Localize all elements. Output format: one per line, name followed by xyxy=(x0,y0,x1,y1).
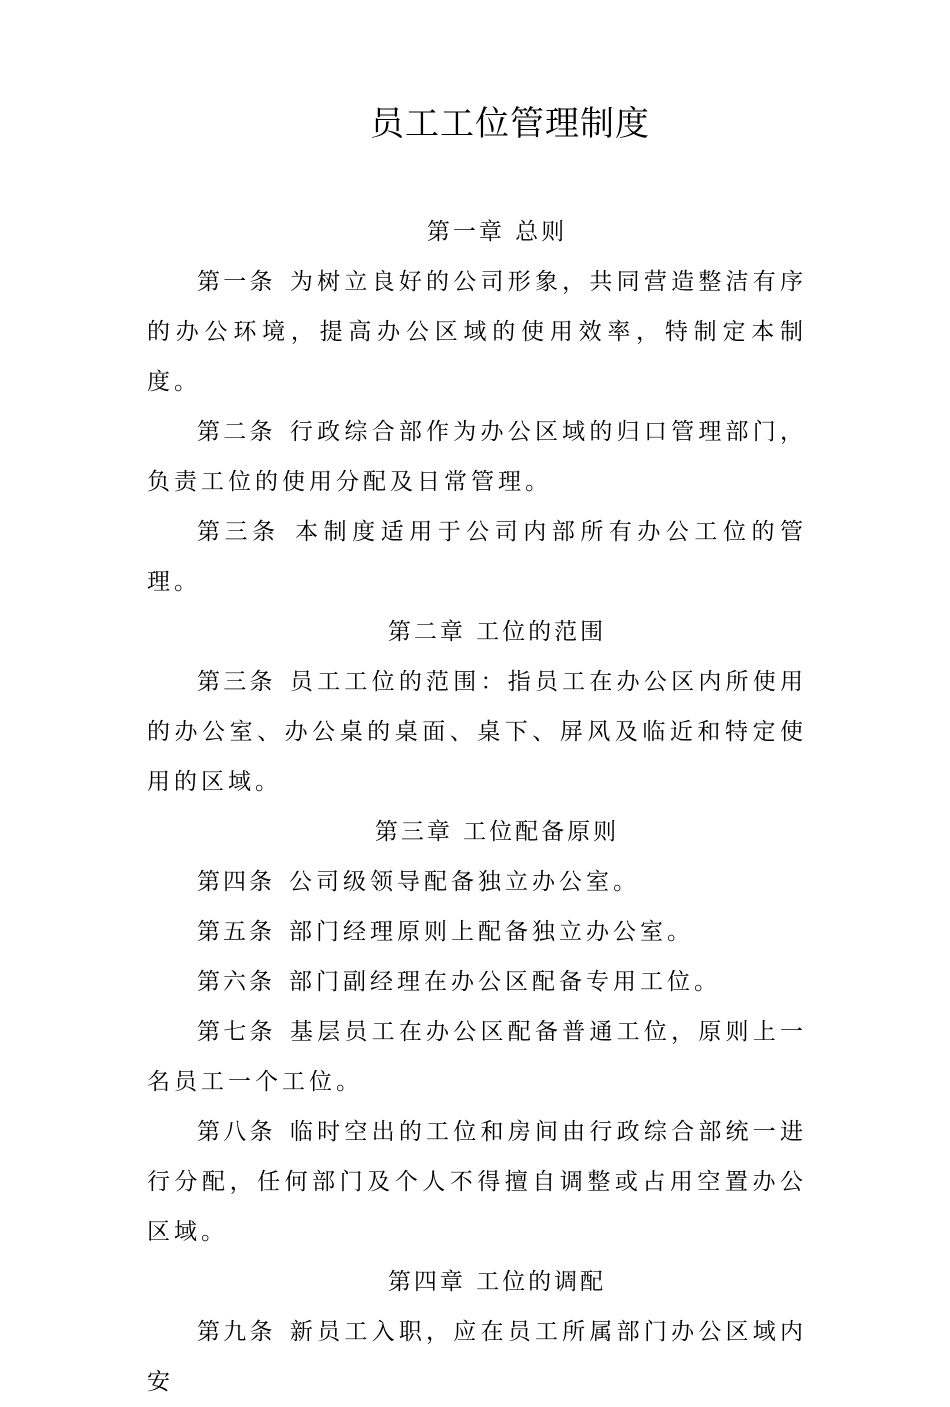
article-text: 本制度适用于公司内部所有办公工位的管理。 xyxy=(147,519,808,595)
article-label: 第一条 xyxy=(197,269,276,295)
article-label: 第四条 xyxy=(197,869,275,895)
article-paragraph xyxy=(147,1307,807,1407)
chapter-heading: 第二章 工位的范围 xyxy=(387,619,607,645)
article-paragraph xyxy=(147,907,807,957)
chapter-heading: 第一章 总则 xyxy=(426,219,568,245)
article-label: 第五条 xyxy=(197,919,275,945)
article-text: 行政综合部作为办公区域的归口管理部门，负责工位的使用分配及日常管理。 xyxy=(147,419,808,495)
article-paragraph xyxy=(147,407,807,507)
article-paragraph xyxy=(147,657,807,807)
article-text: 临时空出的工位和房间由行政综合部统一进行分配，任何部门及个人不得擅自调整或占用空置办公区域。 xyxy=(147,1119,808,1245)
article-text: 部门经理原则上配备独立办公室。 xyxy=(289,919,694,945)
article-paragraph xyxy=(147,1007,807,1107)
article-text: 员工工位的范围：指员工在办公区内所使用的办公室、办公桌的桌面、桌下、屏风及临近和特定使用的区域。 xyxy=(147,669,808,795)
document-title: 员工工位管理制度 xyxy=(370,104,650,144)
document-body xyxy=(147,207,807,1407)
article-text: 基层员工在办公区配备普通工位，原则上一名员工一个工位。 xyxy=(147,1019,808,1095)
article-label: 第八条 xyxy=(197,1119,276,1145)
article-label: 第三条 xyxy=(197,669,276,695)
article-text: 部门副经理在办公区配备专用工位。 xyxy=(289,969,721,995)
article-paragraph xyxy=(147,957,807,1007)
article-label: 第六条 xyxy=(197,969,275,995)
article-text: 为树立良好的公司形象，共同营造整洁有序的办公环境，提高办公区域的使用效率，特制定本制度。 xyxy=(147,269,808,395)
article-label: 第三条 xyxy=(197,519,280,545)
chapter-heading: 第三章 工位配备原则 xyxy=(374,819,620,845)
article-text: 公司级领导配备独立办公室。 xyxy=(289,869,640,895)
article-paragraph xyxy=(147,1107,807,1257)
article-paragraph xyxy=(147,257,807,407)
article-paragraph xyxy=(147,857,807,907)
article-label: 第九条 xyxy=(197,1319,276,1345)
article-label: 第七条 xyxy=(197,1019,276,1045)
article-paragraph xyxy=(147,507,807,607)
article-text: 新员工入职，应在员工所属部门办公区域内安 xyxy=(147,1319,808,1395)
article-label: 第二条 xyxy=(197,419,276,445)
chapter-heading: 第四章 工位的调配 xyxy=(387,1269,607,1295)
